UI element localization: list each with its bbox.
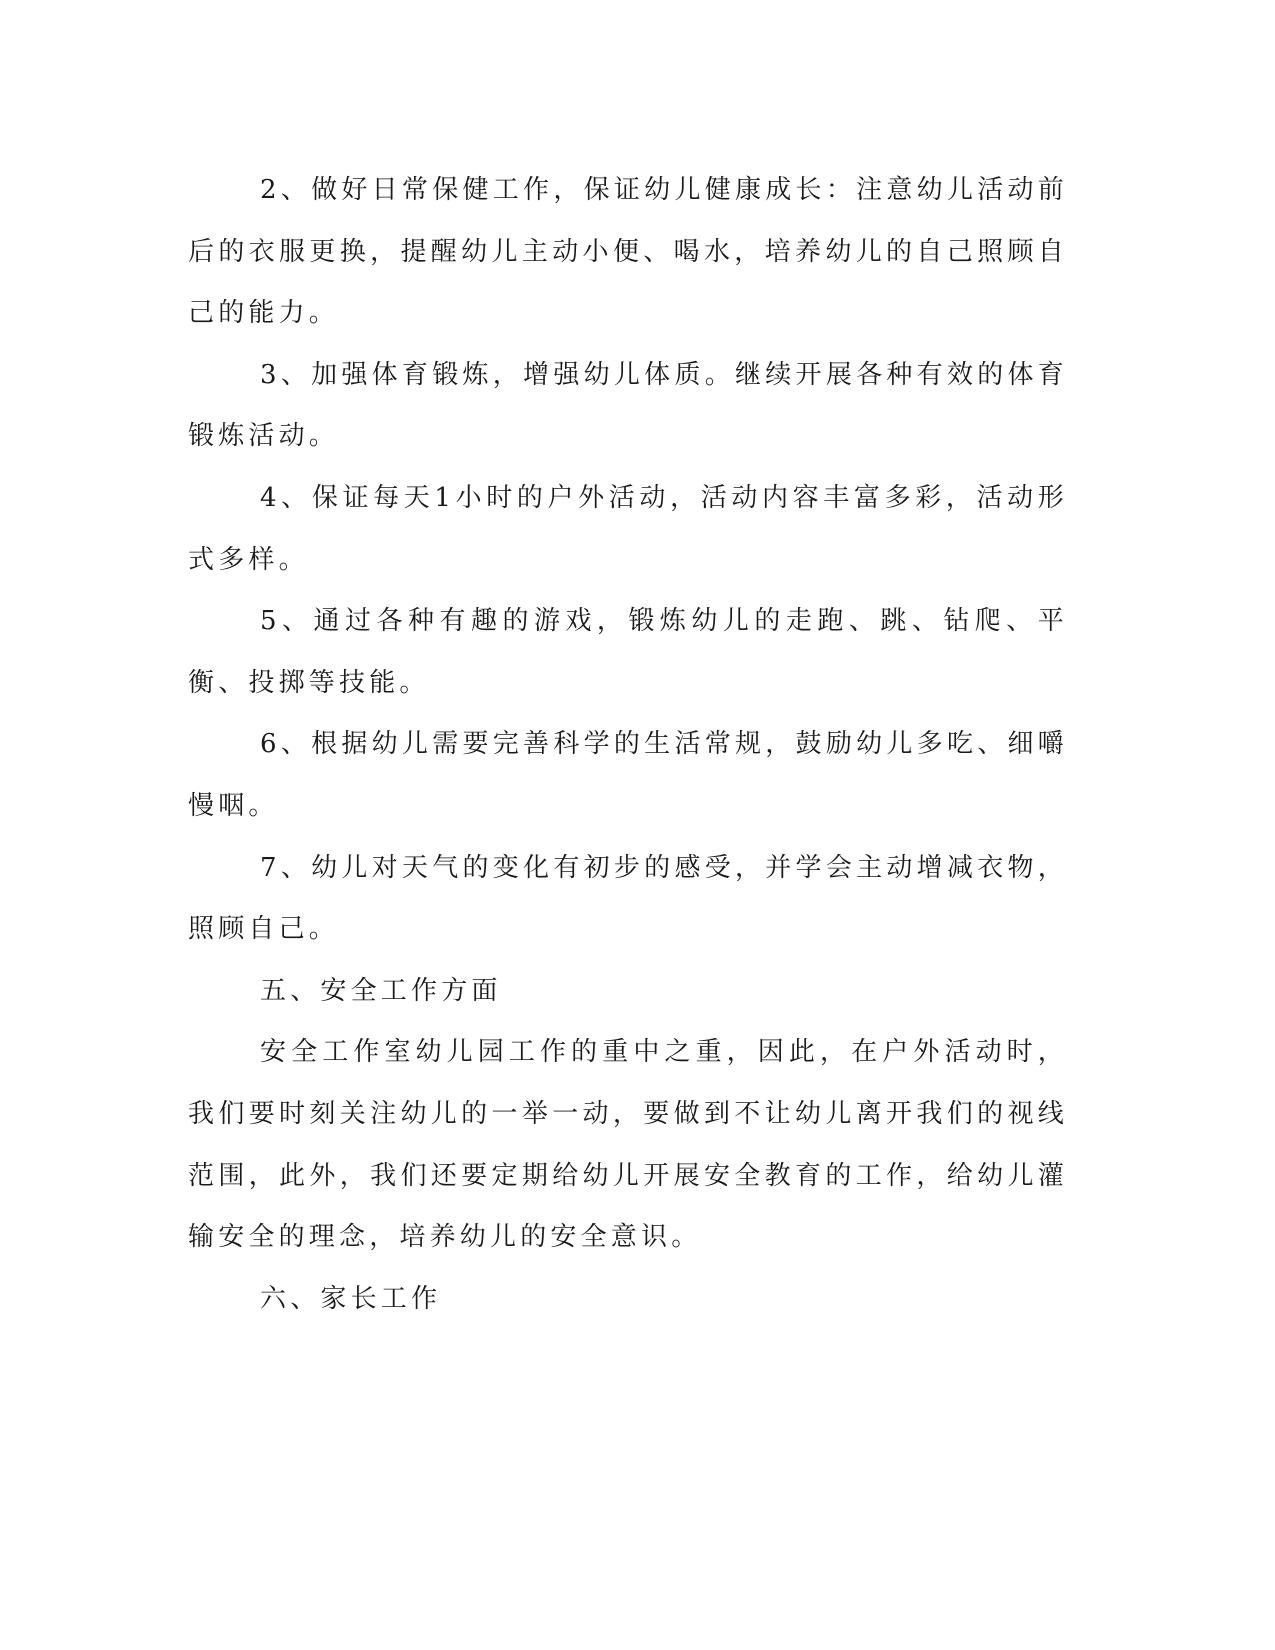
paragraph-item-5: 5、通过各种有趣的游戏，锻炼幼儿的走跑、跳、钻爬、平衡、投掷等技能。 [188,606,1068,698]
paragraph-item-6: 6、根据幼儿需要完善科学的生活常规，鼓励幼儿多吃、细嚼慢咽。 [188,729,1068,821]
paragraph-item-4: 4、保证每天1小时的户外活动，活动内容丰富多彩，活动形式多样。 [188,482,1068,575]
document-body [188,160,1068,1330]
paragraph-safety-body: 安全工作室幼儿园工作的重中之重，因此，在户外活动时，我们要时刻关注幼儿的一举一动，要做到不让幼儿离开我们的视线范围，此外，我们还要定期给幼儿开展安全教育的工作，给幼儿灌输安全的理念，培养幼儿的安全意识。 [188,1037,1068,1253]
paragraph-item-3: 3、加强体育锻炼，增强幼儿体质。继续开展各种有效的体育锻炼活动。 [188,359,1068,452]
paragraph-item-2: 2、做好日常保健工作，保证幼儿健康成长：注意幼儿活动前后的衣服更换，提醒幼儿主动小便、喝水，培养幼儿的自己照顾自己的能力。 [188,175,1068,329]
paragraph-item-7: 7、幼儿对天气的变化有初步的感受，并学会主动增减衣物，照顾自己。 [188,852,1068,945]
section-heading-parents: 六、家长工作 [260,1283,442,1314]
section-heading-safety: 五、安全工作方面 [260,975,502,1006]
